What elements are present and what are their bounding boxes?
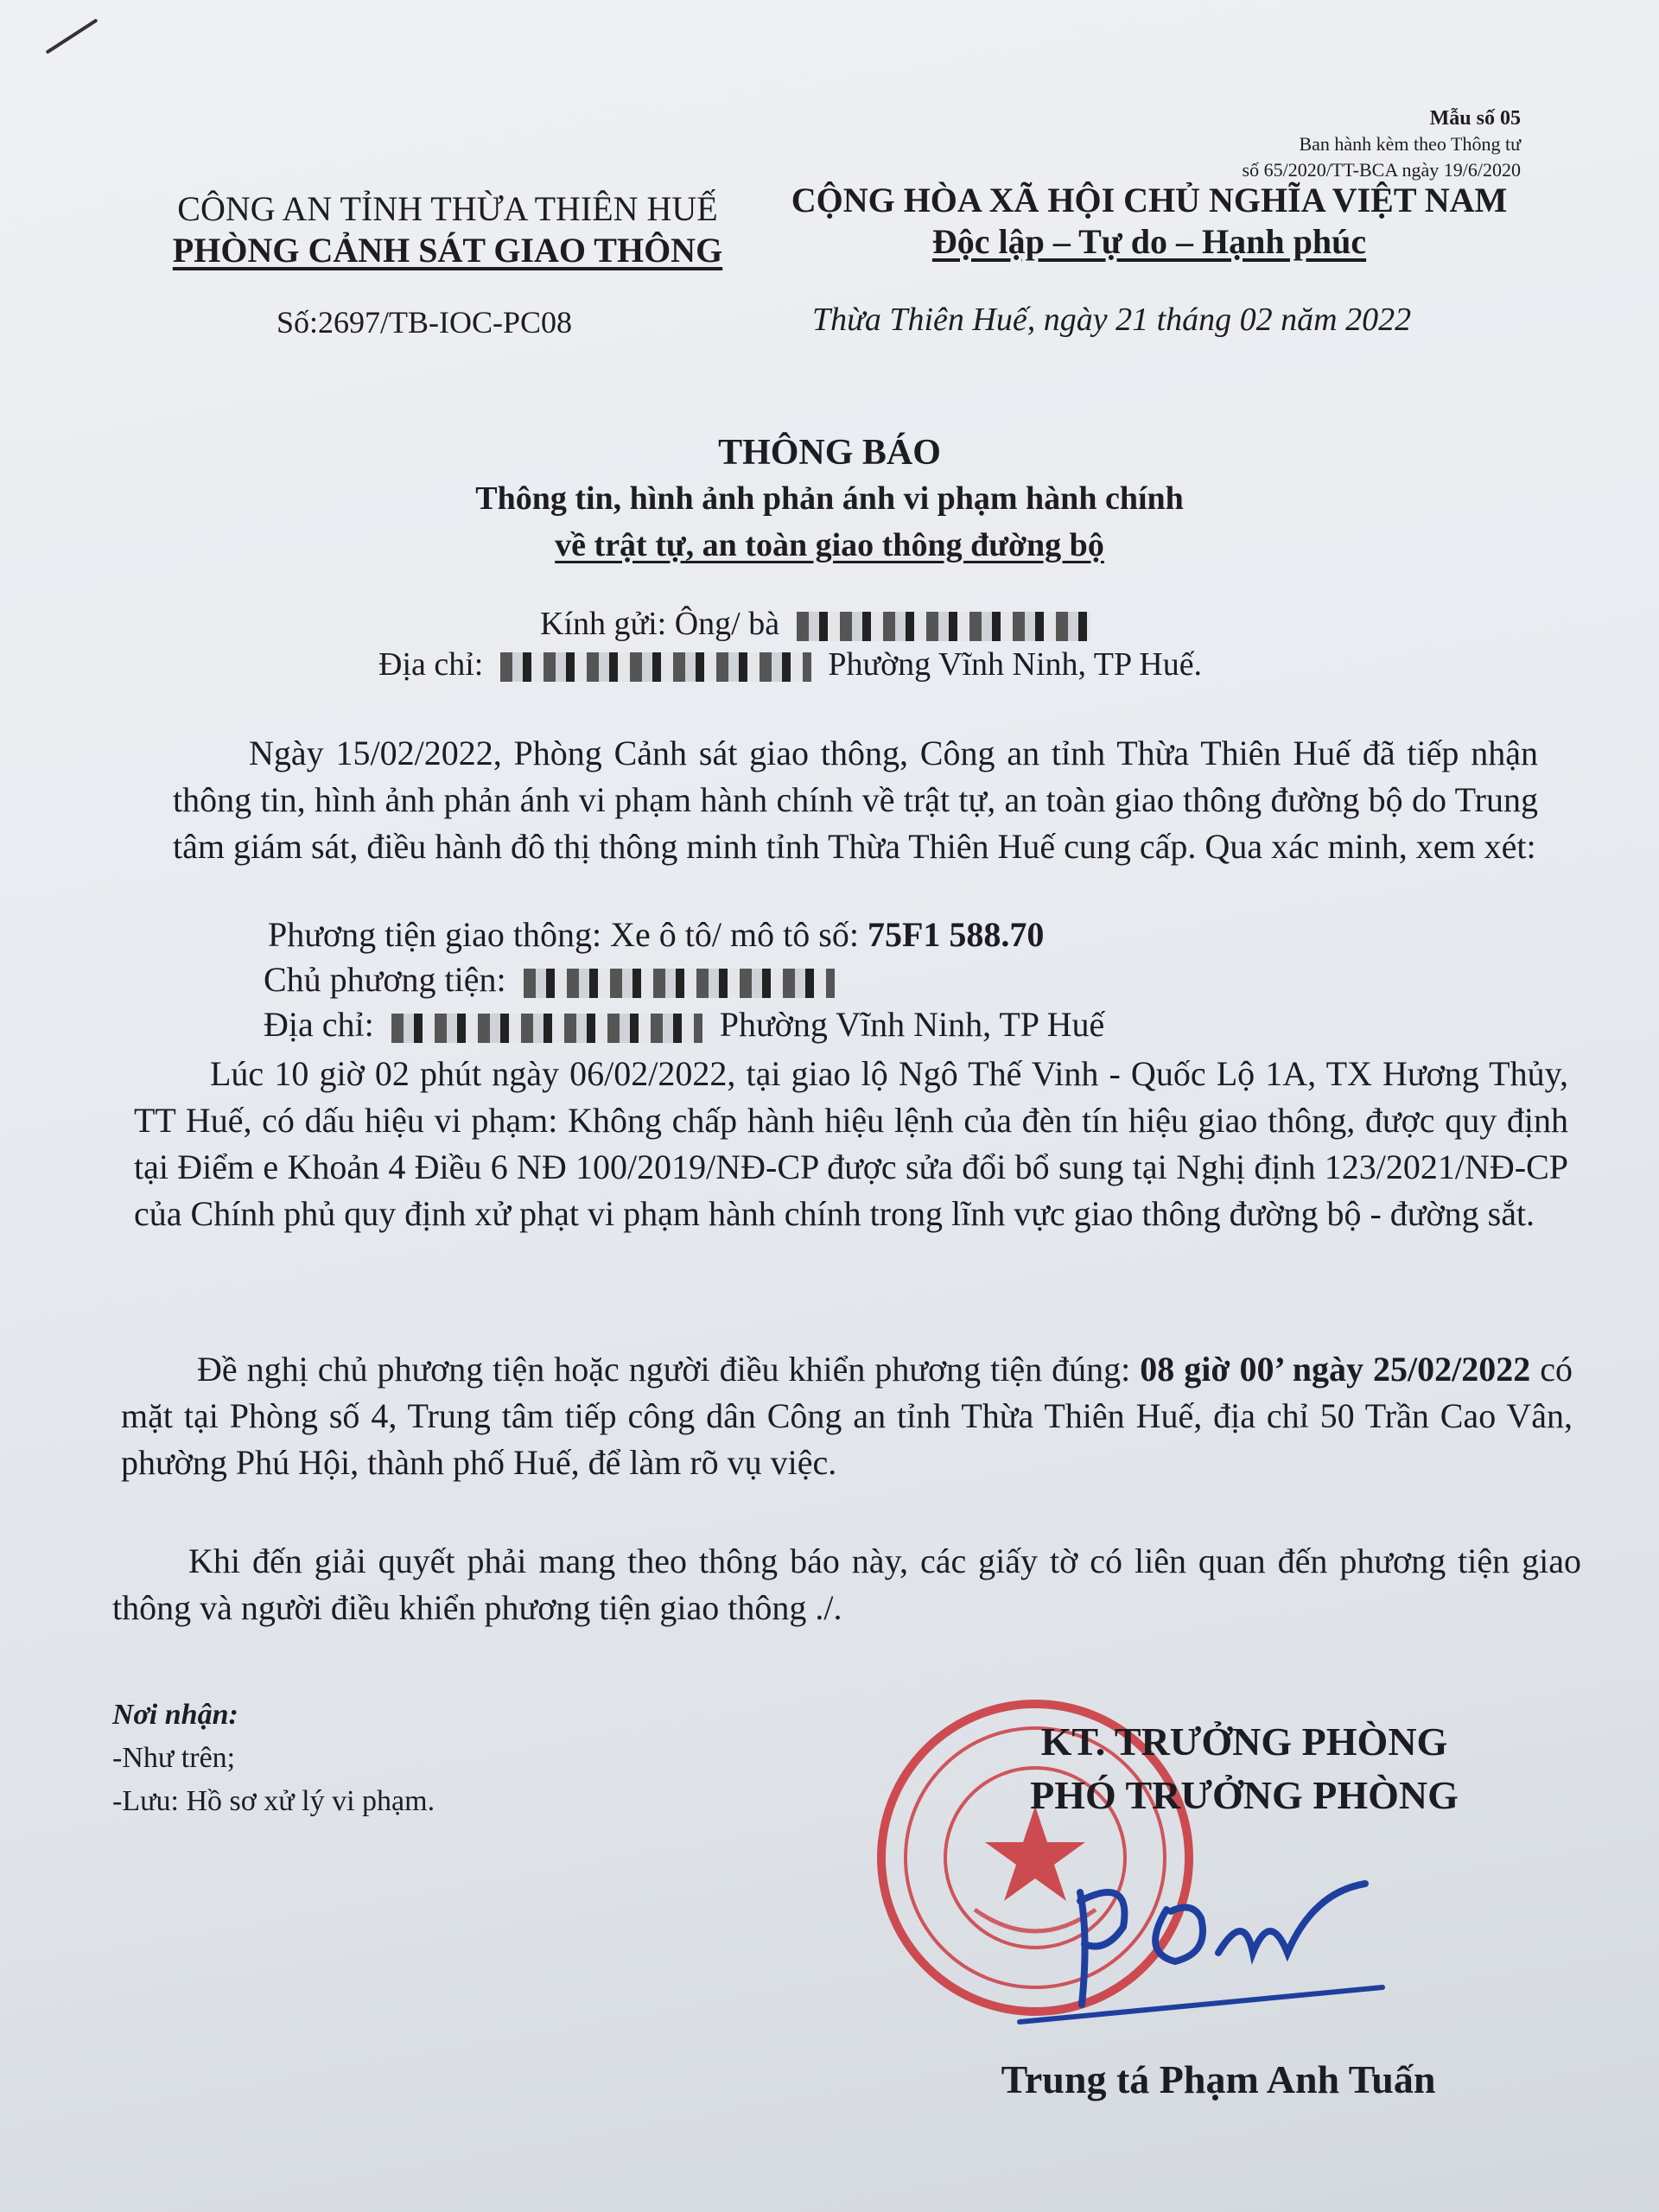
owner-address-label: Địa chỉ: — [264, 1005, 374, 1044]
recipient-greeting — [540, 605, 1099, 643]
p3-pre: Đề nghị chủ phương tiện hoặc người điều khiển phương tiện đúng: — [197, 1350, 1131, 1389]
owner-line — [264, 959, 843, 1000]
redacted-owner — [524, 969, 835, 998]
recipients-line2: -Lưu: Hồ sơ xử lý vi phạm. — [112, 1785, 435, 1817]
address-label: Địa chỉ: — [378, 646, 484, 683]
vehicle-label: Phương tiện giao thông: Xe ô tô/ mô tô số: — [268, 915, 859, 954]
document-title: THÔNG BÁO — [718, 433, 941, 473]
nation-name: CỘNG HÒA XÃ HỘI CHỦ NGHĨA VIỆT NAM — [791, 181, 1508, 219]
date-line: Thừa Thiên Huế, ngày 21 tháng 02 năm 2022 — [812, 302, 1412, 338]
national-motto: Độc lập – Tự do – Hạnh phúc — [931, 222, 1367, 261]
issuer-org: CÔNG AN TỈNH THỪA THIÊN HUẾ — [177, 189, 718, 228]
paragraph-2: Lúc 10 giờ 02 phút ngày 06/02/2022, tại giao lộ Ngô Thế Vinh - Quốc Lộ 1A, TX Hương Thủy, TT Huế, có dấu hiệu vi phạm: Không chấp hành hiệu lệnh của đèn tín hiệu giao thông, được quy định tại Điểm e Khoản 4 Điều 6 NĐ 100/2019/NĐ-CP được sửa đổi bổ sung tại Nghị định 123/2021/NĐ-CP của Chính phủ quy định xử phạt vi phạm hành chính trong lĩnh vực giao thông đường bộ - đường sắt. — [134, 1054, 1568, 1233]
signature-title2: PHÓ TRƯỞNG PHÒNG — [1030, 1773, 1459, 1817]
issuer-dept: PHÒNG CẢNH SÁT GIAO THÔNG — [172, 231, 723, 270]
p3-post: có mặt tại Phòng số 4, Trung tâm tiếp công dân Công an tỉnh Thừa Thiên Huế, địa chỉ 50 Trần Cao Vân, phường Phú Hội, thành phố Huế, để làm rõ vụ việc. — [121, 1350, 1573, 1482]
signature-title1: KT. TRƯỞNG PHÒNG — [1040, 1719, 1448, 1764]
recipients-heading: Nơi nhận: — [112, 1699, 238, 1731]
national-header — [752, 180, 1547, 263]
paragraph-3 — [121, 1346, 1573, 1486]
address-suffix: Phường Vĩnh Ninh, TP Huế. — [828, 646, 1203, 683]
license-plate: 75F1 588.70 — [867, 915, 1045, 954]
issuer-header — [154, 188, 741, 271]
recipient-address — [378, 645, 1202, 683]
form-line2: số 65/2020/TT-BCA ngày 19/6/2020 — [1242, 159, 1521, 181]
form-code: Mẫu số 05 — [1429, 107, 1521, 130]
paragraph-4: Khi đến giải quyết phải mang theo thông báo này, các giấy tờ có liên quan đến phương tiện giao thông và người điều khiển phương tiện giao thông ./. — [112, 1541, 1581, 1627]
signer-name: Trung tá Phạm Anh Tuấn — [1001, 2057, 1436, 2101]
owner-address-suffix: Phường Vĩnh Ninh, TP Huế — [719, 1005, 1105, 1044]
greeting-label: Kính gửi: Ông/ bà — [540, 606, 780, 642]
pen-mark — [46, 18, 99, 54]
appointment-time: 08 giờ 00’ ngày 25/02/2022 — [1140, 1350, 1531, 1389]
recipients-line1: -Như trên; — [112, 1742, 236, 1774]
owner-address-line — [264, 1004, 1104, 1045]
recipients-block — [112, 1694, 435, 1823]
redacted-name — [797, 612, 1090, 641]
handwritten-signature — [985, 1858, 1400, 2031]
subtitle-line1: Thông tin, hình ảnh phản ánh vi phạm hành chính — [475, 480, 1184, 517]
document-subtitle — [0, 475, 1659, 569]
form-line1: Ban hành kèm theo Thông tư — [1299, 133, 1521, 155]
signature-title — [933, 1715, 1555, 1822]
paragraph-1: Ngày 15/02/2022, Phòng Cảnh sát giao thông, Công an tỉnh Thừa Thiên Huế đã tiếp nhận thông tin, hình ảnh phản ánh vi phạm hành chính về trật tự, an toàn giao thông đường bộ do Trung tâm giám sát, điều hành đô thị thông minh tỉnh Thừa Thiên Huế cung cấp. Qua xác minh, xem xét: — [173, 734, 1538, 866]
form-info — [1243, 105, 1521, 183]
owner-label: Chủ phương tiện: — [264, 960, 506, 999]
redacted-address — [500, 652, 811, 682]
document-number: Số:2697/TB-IOC-PC08 — [276, 305, 573, 340]
vehicle-line — [268, 914, 1044, 955]
redacted-owner-address — [391, 1014, 702, 1043]
subtitle-line2: về trật tự, an toàn giao thông đường bộ — [555, 527, 1104, 563]
